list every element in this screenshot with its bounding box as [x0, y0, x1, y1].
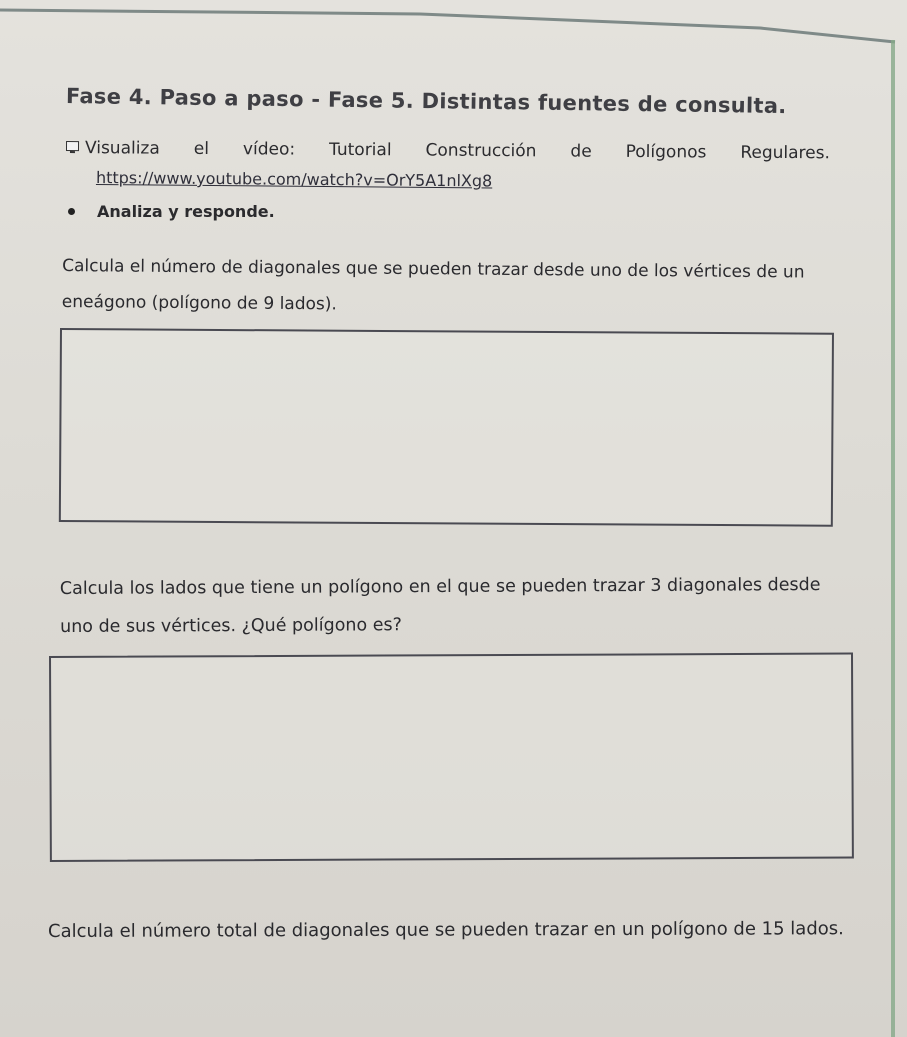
- answer-box-2[interactable]: [49, 652, 854, 862]
- video-word-4: Tutorial: [329, 139, 392, 161]
- question-3: Calcula el número total de diagonales que se pueden trazar en un polígono de 15 lados.: [47, 918, 844, 942]
- question-1: Calcula el número de diagonales que se pueden trazar desde uno de los vértices de un eneágono (polígono de 9 lados).: [61, 256, 805, 315]
- video-word-8: Regulares.: [740, 142, 830, 164]
- answer-box-1[interactable]: [59, 328, 834, 527]
- video-word-7: Polígonos: [625, 141, 707, 163]
- question-2: Calcula los lados que tiene un polígono en el que se pueden trazar 3 diagonales desde uno de sus vértices. ¿Qué polígono es?: [59, 575, 821, 637]
- video-word-6: de: [570, 141, 592, 162]
- monitor-icon: [66, 141, 79, 153]
- bullet-instruction: [68, 202, 275, 221]
- top-border-line: [0, 6, 900, 46]
- video-instruction: [66, 138, 830, 163]
- video-word-2: el: [193, 138, 210, 159]
- video-word-3: vídeo:: [242, 139, 296, 160]
- bullet-label: Analiza y responde.: [97, 202, 275, 221]
- video-word-1: Visualiza: [66, 138, 160, 159]
- video-word-5: Construcción: [425, 140, 537, 162]
- video-link[interactable]: https://www.youtube.com/watch?v=OrY5A1nlXg8: [95, 168, 493, 191]
- page-heading: Fase 4. Paso a paso - Fase 5. Distintas fuentes de consulta.: [65, 84, 787, 119]
- right-border-line: [891, 40, 895, 1037]
- bullet-dot-icon: [68, 208, 75, 215]
